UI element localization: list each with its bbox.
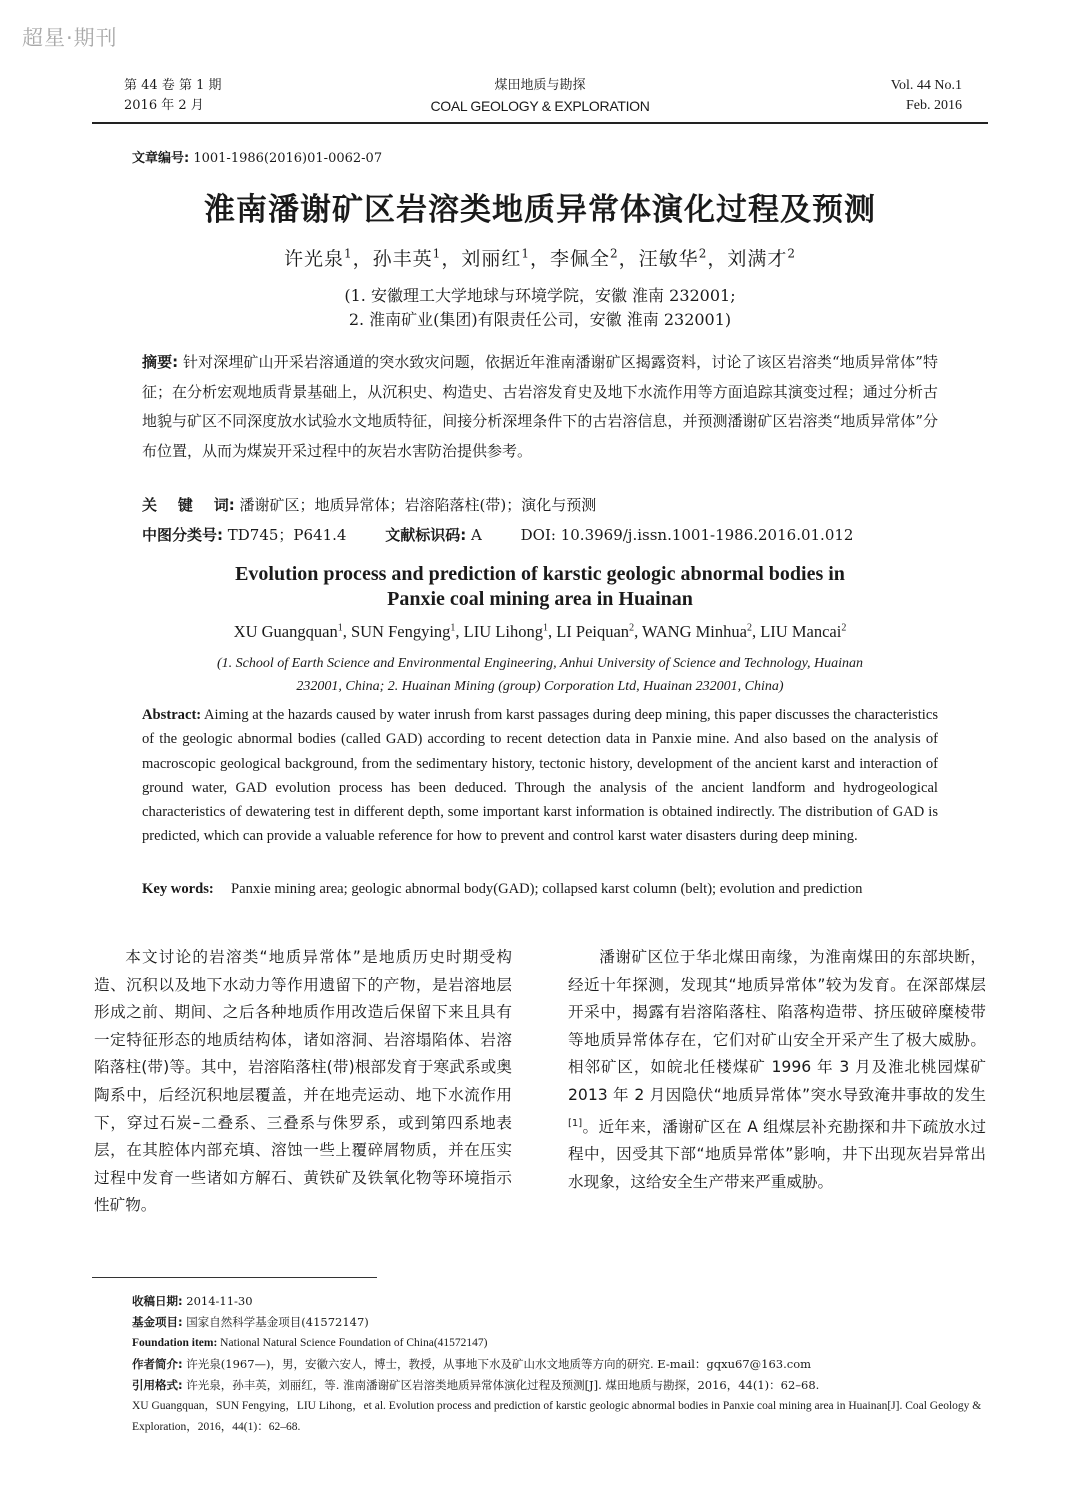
cn-author-name: 孙丰英 <box>372 248 433 270</box>
cn-author <box>639 248 728 270</box>
article-number-label: 文章编号: <box>132 151 190 166</box>
abstract-cn <box>142 348 938 466</box>
watermark-logo: 超星·期刊 <box>22 26 118 50</box>
cn-author-name: 李佩全 <box>550 248 611 270</box>
en-author <box>234 622 351 641</box>
cn-author-separator: ， <box>352 248 373 270</box>
abstract-en <box>142 703 938 849</box>
en-author-affil-mark: 2 <box>746 622 752 634</box>
abstract-en-label: Abstract: <box>142 707 202 723</box>
cn-author-affil-mark: 1 <box>521 246 530 261</box>
fund-text: 国家自然科学基金项目(41572147) <box>182 1315 369 1329</box>
foundation-text: National Natural Science Foundation of China(41572147) <box>217 1337 488 1349</box>
keywords-cn-text: 潘谢矿区；地质异常体；岩溶陷落柱(带)；演化与预测 <box>234 496 597 514</box>
cn-author <box>550 248 639 270</box>
cn-author <box>461 248 550 270</box>
en-author-name: WANG Minhua <box>642 622 747 641</box>
cite-cn-text: 许光泉，孙丰英，刘丽红，等. 淮南潘谢矿区岩溶类地质异常体演化过程及预测[J]. 煤田地质与勘探，2016，44(1)：62–68. <box>182 1378 820 1392</box>
header-volume-cn: 第 44 卷 第 1 期 <box>124 78 222 93</box>
cn-author-name: 许光泉 <box>283 248 344 270</box>
page-title-cn: 淮南潘谢矿区岩溶类地质异常体演化过程及预测 <box>204 192 876 228</box>
cn-author-affil-mark: 1 <box>344 246 353 261</box>
page-title-en <box>0 562 1080 612</box>
body-column-right <box>568 944 986 1197</box>
doi: DOI: 10.3969/j.issn.1001-1986.2016.01.012 <box>520 526 854 544</box>
en-author <box>760 622 846 641</box>
en-author-name: LI Peiquan <box>556 622 630 641</box>
en-author-affil-mark: 1 <box>450 622 456 634</box>
body-right-text-a: 潘谢矿区位于华北煤田南缘，为淮南煤田的东部块断，经近十年探测，发现其“地质异常体”较为发育。在深部煤层开采中，揭露有岩溶陷落柱、陷落构造带、挤压破碎糜棱带等地质异常体存在，它们对矿山安全开采产生了极大威胁。相邻矿区，如皖北任楼煤矿 1996 年 3 月及淮北桃园煤矿 2013 年 2 月因隐伏“地质异常体”突水导致淹井事故的发生 <box>568 948 986 1104</box>
header-center <box>92 76 988 116</box>
en-author-affil-mark: 2 <box>629 622 635 634</box>
title-en-line-1: Evolution process and prediction of karstic geologic abnormal bodies in <box>235 563 845 585</box>
en-author <box>351 622 464 641</box>
cn-author-separator: ， <box>618 248 639 270</box>
header-date-cn: 2016 年 2 月 <box>124 98 204 113</box>
clc-value: TD745；P641.4 <box>223 526 347 544</box>
en-author-affil-mark: 2 <box>841 622 847 634</box>
received-date: 2014-11-30 <box>182 1294 253 1308</box>
fund-label: 基金项目: <box>132 1315 183 1329</box>
journal-header <box>92 76 988 124</box>
cite-label: 引用格式: <box>132 1378 183 1392</box>
cn-author-name: 刘满才 <box>727 248 788 270</box>
en-author-affil-mark: 1 <box>337 622 343 634</box>
en-author-separator: , <box>342 622 351 641</box>
clc-code <box>142 526 346 544</box>
cn-author-separator: ， <box>707 248 728 270</box>
cn-author-affil-mark: 2 <box>787 246 796 261</box>
en-author-separator: , <box>455 622 464 641</box>
keywords-cn-label: 关 键 词: <box>142 496 235 514</box>
abstract-cn-text: 针对深埋矿山开采岩溶通道的突水致灾问题，依据近年淮南潘谢矿区揭露资料，讨论了该区岩溶类“地质异常体”特征；在分析宏观地质背景基础上，从沉积史、构造史、古岩溶发育史及地下水流作用等方面追踪其演变过程；通过分析古地貌与矿区不同深度放水试验水文地质特征，间接分析深埋条件下的古岩溶信息，并预测潘谢矿区岩溶类“地质异常体”分布位置，从而为煤炭开采过程中的灰岩水害防治提供参考。 <box>142 353 938 460</box>
author-bio-label: 作者简介: <box>132 1357 183 1371</box>
footnote-cite-cn <box>132 1375 988 1396</box>
clc-label: 中图分类号: <box>142 526 223 544</box>
footnote-divider <box>92 1277 377 1278</box>
en-author-name: XU Guangquan <box>233 622 338 641</box>
keywords-en-label: Key words: <box>142 881 214 897</box>
article-number <box>132 147 382 166</box>
en-author-affil-mark: 1 <box>542 622 548 634</box>
affiliation-cn-2: 2. 淮南矿业(集团)有限责任公司，安徽 淮南 232001) <box>348 310 732 329</box>
affiliation-en-1: (1. School of Earth Science and Environmental Engineering, Anhui University of Science and Technology, Huainan <box>216 656 864 671</box>
cn-author-affil-mark: 2 <box>698 246 708 261</box>
journal-name-cn: 煤田地质与勘探 <box>494 78 586 93</box>
keywords-en-text: Panxie mining area; geologic abnormal body(GAD); collapsed karst column (belt); evolution and prediction <box>231 881 863 897</box>
cn-author-affil-mark: 1 <box>432 246 442 261</box>
en-author-name: LIU Lihong <box>463 622 543 641</box>
cn-author <box>284 248 373 270</box>
footnotes <box>132 1291 988 1438</box>
en-author <box>556 622 642 641</box>
footnote-cite-en: XU Guangquan，SUN Fengying，LIU Lihong，et al. Evolution process and prediction of karstic geologic abnormal bodies in Panxie coal mining area in Huainan[J]. Coal Geology & Exploration，2016，44(1)：62–68. <box>132 1400 982 1433</box>
en-author-name: LIU Mancai <box>760 622 842 641</box>
footnote-received <box>132 1291 988 1312</box>
title-en-line-2: Panxie coal mining area in Huainan <box>387 588 693 610</box>
received-label: 收稿日期: <box>132 1294 183 1308</box>
cn-author <box>373 248 462 270</box>
article-number-value: 1001-1986(2016)01-0062-07 <box>193 151 383 166</box>
authors-en <box>0 622 1080 642</box>
abstract-en-text: Aiming at the hazards caused by water inrush from karst passages during deep mining, this paper discusses the characteristics of the geologic abnormal bodies (called GAD) according to recent detection data in Panxie mine. And also based on the analysis of macroscopic geological background, from the sedimentary history, tectonic history, development of the ancient karst and interaction of ground water, GAD evolution process has been deduced. Through the analysis of the ancient landform and hydrogeological characteristics of dewatering test in different depth, some important karst information is obtained indirectly. The distribution of GAD is predicted, which can provide a valuable reference for how to prevent and control karst water disasters during deep mining. <box>142 707 938 845</box>
citation-ref[interactable]: [1] <box>568 1117 583 1129</box>
footnote-fund <box>132 1312 988 1333</box>
en-author-separator: , <box>751 622 761 641</box>
authors-cn <box>0 244 1080 271</box>
abstract-cn-label: 摘要: <box>142 353 179 371</box>
en-author-separator: , <box>547 622 557 641</box>
doc-label: 文献标识码: <box>385 526 467 544</box>
cn-author-name: 刘丽红 <box>461 248 522 270</box>
cn-author-name: 汪敏华 <box>638 248 699 270</box>
doc-value: A <box>466 526 482 544</box>
foundation-label: Foundation item: <box>132 1337 218 1349</box>
classification-line <box>142 524 887 545</box>
cn-author-separator: ， <box>529 248 550 270</box>
keywords-en <box>142 879 938 899</box>
author-bio-text: 许光泉(1967—)，男，安徽六安人，博士，教授，从事地下水及矿山水文地质等方向的研究. E-mail：gqxu67@163.com <box>182 1357 812 1371</box>
en-author <box>464 622 557 641</box>
doc-code <box>385 526 482 544</box>
footnote-author <box>132 1354 988 1375</box>
en-author-name: SUN Fengying <box>350 622 451 641</box>
cn-author <box>727 248 796 270</box>
body-column-left: 本文讨论的岩溶类“地质异常体”是地质历史时期受构造、沉积以及地下水动力等作用遗留下的产物，是岩溶地层形成之前、期间、之后各种地质作用改造后保留下来且具有一定特征形态的地质结构体，诸如溶洞、岩溶塌陷体、岩溶陷落柱(带)等。其中，岩溶陷落柱(带)根部发育于寒武系或奥陶系中，后经沉积地层覆盖，并在地壳运动、地下水流作用下，穿过石炭–二叠系、三叠系与侏罗系，或到第四系地表层，在其腔体内部充填、溶蚀一些上覆碎屑物质，并在压实过程中发育一些诸如方解石、黄铁矿及铁氧化物等环境指示性矿物。 <box>94 948 512 1215</box>
affiliation-cn-1: (1. 安徽理工大学地球与环境学院，安徽 淮南 232001; <box>344 286 736 305</box>
keywords-cn <box>142 494 596 515</box>
en-author <box>642 622 760 641</box>
footnote-foundation <box>132 1333 988 1354</box>
header-right <box>891 76 962 116</box>
header-volume-en: Vol. 44 No.1 <box>890 78 962 93</box>
body-right-text-b: 。近年来，潘谢矿区在 A 组煤层补充勘探和井下疏放水过程中，因受其下部“地质异常体”影响，井下出现灰岩异常出水现象，这给安全生产带来严重威胁。 <box>568 1117 986 1191</box>
affiliations-cn <box>0 284 1080 332</box>
header-date-en: Feb. 2016 <box>906 98 962 113</box>
cn-author-affil-mark: 2 <box>610 246 619 261</box>
journal-name-en: COAL GEOLOGY & EXPLORATION <box>430 98 650 114</box>
cn-author-separator: ， <box>441 248 462 270</box>
affiliations-en <box>0 652 1080 698</box>
affiliation-en-2: 232001, China; 2. Huainan Mining (group) Corporation Ltd, Huainan 232001, China) <box>296 679 784 694</box>
en-author-separator: , <box>634 622 643 641</box>
